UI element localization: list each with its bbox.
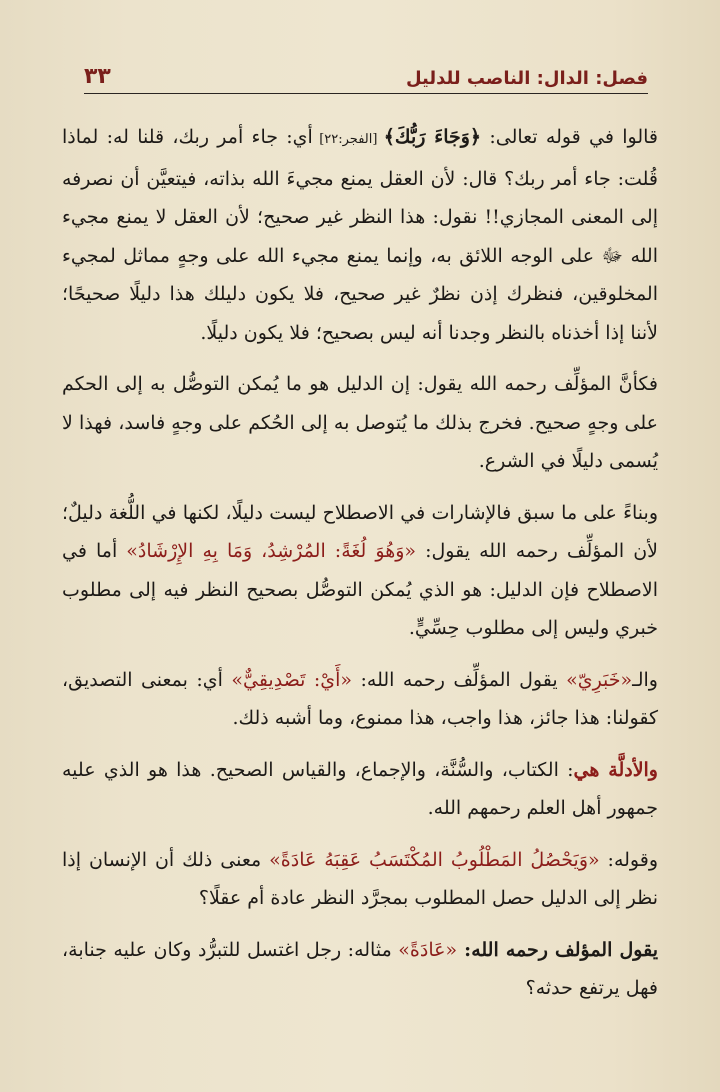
matn-quote: «خَبَرِيّ» bbox=[566, 668, 633, 691]
paragraph-text: فكأنَّ المؤلِّف رحمه الله يقول: إن الدليل هو ما يُمكن التوصُّل به إلى الحكم على وجهٍ صحيح. فخرج بذلك ما يُتوصل به إلى الحُكم على وجهٍ فاسد، فهذا لا يُسمى دليلًا في الشرع. bbox=[62, 373, 658, 472]
paragraph-2 bbox=[62, 365, 658, 481]
paragraph-text: والـ bbox=[632, 668, 658, 691]
paragraph-text: : الكتاب، والسُّنَّة، والإجماع، والقياس الصحيح. هذا هو الذي عليه جمهور أهل العلم رحمهم الله. bbox=[62, 758, 658, 819]
paragraph-text: معنى ذلك أن الإنسان إذا نظر إلى الدليل حصل المطلوب بمجرَّد النظر عادة أم عقلًا؟ bbox=[62, 848, 658, 909]
paragraph-4 bbox=[62, 661, 658, 738]
page-header bbox=[84, 58, 648, 94]
page-number: ٣٣ bbox=[84, 64, 111, 89]
page-body bbox=[62, 118, 658, 1018]
matn-quote: «أَيْ: تَصْدِيقِيٌّ» bbox=[231, 668, 353, 691]
matn-quote: «عَادَةً» bbox=[398, 938, 458, 961]
paragraph-text: مثاله: رجل اغتسل للتبرُّد وكان عليه جنابة، فهل يرتفع حدثه؟ bbox=[62, 938, 658, 999]
paragraph-text: وبناءً على ما سبق فالإشارات في الاصطلاح ليست دليلًا، لكنها في اللُّغة دليلٌ؛ لأن المؤلِّف رحمه الله يقول: bbox=[62, 501, 659, 562]
highlighted-term: والأدلَّة هي bbox=[573, 758, 658, 781]
paragraph-text: وقوله: bbox=[599, 848, 658, 871]
paragraph-text: أما في الاصطلاح فإن الدليل: هو الذي يُمكن التوصُّل بصحيح النظر فيه إلى مطلوب خبري وليس إلى مطلوب حِسِّيٍّ. bbox=[62, 540, 658, 639]
paragraph-6 bbox=[62, 841, 658, 918]
paragraph-text: يقول المؤلِّف رحمه الله: bbox=[352, 668, 567, 691]
quran-verse: ﴿وَجَاءَ رَبُّكَ﴾ bbox=[383, 126, 482, 148]
paragraph-7 bbox=[62, 931, 658, 1008]
matn-quote: «وَهُوَ لُغَةً: المُرْشِدُ، وَمَا بِهِ الإِرْشَادُ» bbox=[126, 540, 417, 562]
paragraph-text: أي: بمعنى التصديق، كقولنا: هذا جائز، هذا واجب، هذا ممنوع، وما أشبه ذلك. bbox=[62, 668, 658, 729]
paragraph-text: أي: جاء أمر ربك، قلنا له: لماذا قُلت: جاء أمر ربك؟ قال: لأن العقل يمنع مجيءَ الله بذاته، فيتعيَّن أن نصرفه إلى المعنى المجازي!! نقول: هذا النظر غير صحيح؛ لأن العقل لا يمنع مجيء الله ﷻ على الوجه اللائق به، وإنما يمنع مجيء الله على وجهٍ مماثل لمجيء المخلوقين، فنظرك إذن نظرٌ غير صحيح، فلا يكون دليلك هذا دليلًا صحيحًا؛ لأننا إذا أخذناه بالنظر وجدنا أنه ليس بصحيح؛ فلا يكون دليلًا. bbox=[62, 126, 658, 344]
chapter-title: فصل: الدال: الناصب للدليل bbox=[405, 68, 648, 89]
paragraph-5 bbox=[62, 751, 658, 828]
matn-quote: «وَيَحْصُلُ المَطْلُوبُ المُكْتَسَبُ عَقِبَهُ عَادَةً» bbox=[269, 848, 600, 871]
paragraph-lead: يقول المؤلف رحمه الله: bbox=[457, 938, 659, 961]
paragraph-1 bbox=[62, 118, 658, 352]
paragraph-3 bbox=[62, 494, 658, 648]
verse-reference: [الفجر:٢٢] bbox=[312, 132, 384, 147]
paragraph-text: قالوا في قوله تعالى: bbox=[481, 126, 658, 148]
